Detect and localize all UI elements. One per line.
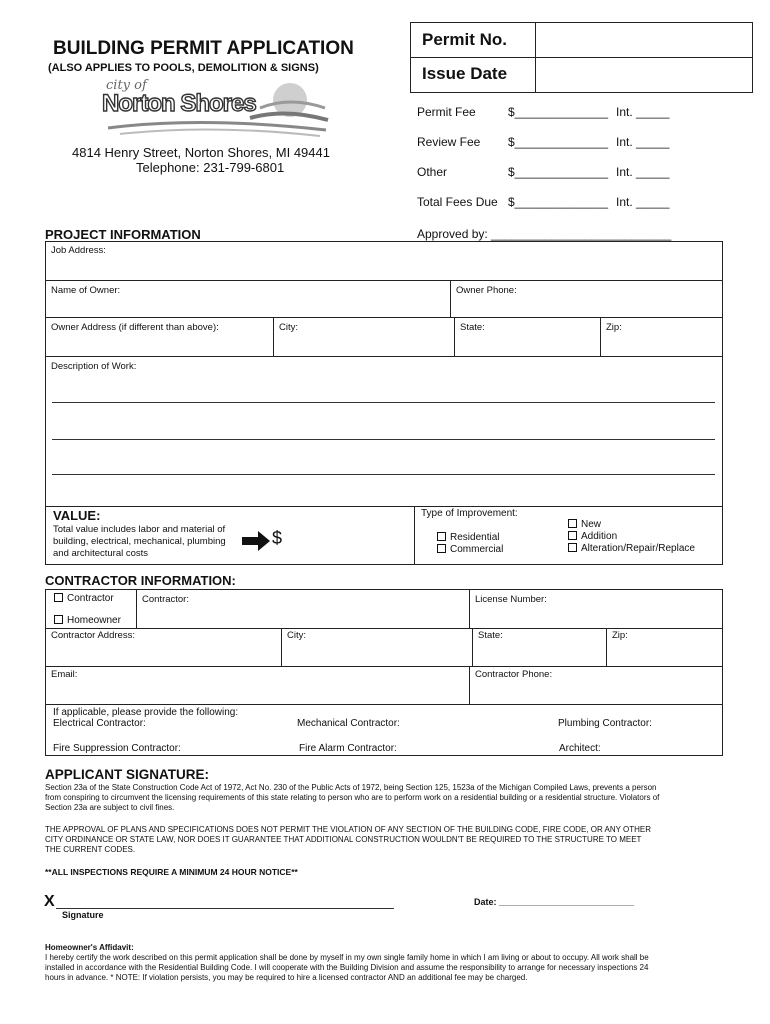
mechanical-contractor-field[interactable]: Mechanical Contractor:: [297, 718, 400, 729]
fee-amount-field[interactable]: $______________: [508, 105, 609, 119]
checkbox-icon: [437, 532, 446, 541]
owner-phone-field[interactable]: [450, 280, 723, 318]
contractor-state-field[interactable]: [472, 628, 607, 667]
approval-line: THE CURRENT CODES.: [45, 845, 136, 854]
checkbox-icon: [54, 615, 63, 624]
fire-alarm-contractor-field[interactable]: Fire Alarm Contractor:: [299, 743, 397, 754]
fee-label: Permit Fee: [417, 105, 476, 119]
license-number-field[interactable]: [469, 589, 723, 629]
value-note-2: building, electrical, mechanical, plumbing: [53, 536, 226, 547]
description-of-work-field[interactable]: [45, 356, 723, 507]
value-heading: VALUE:: [53, 508, 101, 523]
fee-label: Other: [417, 165, 448, 179]
contractor-phone-label: Contractor Phone:: [475, 669, 553, 680]
owner-address-label: Owner Address (if different than above):: [51, 322, 219, 333]
fee-amount-field[interactable]: $______________: [508, 135, 609, 149]
contractor-name-label: Contractor:: [142, 594, 189, 605]
signature-label: Signature: [62, 910, 104, 920]
signature-date-field[interactable]: Date: ___________________________: [474, 897, 635, 907]
affidavit-paragraph: [45, 953, 735, 983]
form-subtitle: (ALSO APPLIES TO POOLS, DEMOLITION & SIGNS): [48, 62, 319, 74]
value-dollar-field[interactable]: $: [272, 528, 283, 548]
fee-label: Review Fee: [417, 135, 481, 149]
signature-x-mark: X: [44, 893, 55, 910]
owner-phone-label: Owner Phone:: [456, 285, 517, 296]
homeowner-checkbox[interactable]: [54, 615, 121, 626]
contractor-name-field[interactable]: [136, 589, 470, 629]
owner-name-field[interactable]: [45, 280, 451, 318]
legal-line: Section 23a of the State Construction Code Act of 1972, Act No. 230 of the Public Acts of 1972, being Section 125, 1523a of the Michigan Compiled Laws, prevents a person: [45, 783, 657, 792]
contractor-email-field[interactable]: [45, 666, 470, 705]
value-note-1: Total value includes labor and material of: [53, 524, 226, 535]
fee-label: Total Fees Due: [417, 195, 498, 209]
applicant-signature-heading: APPLICANT SIGNATURE:: [45, 767, 209, 782]
owner-city-field[interactable]: [273, 317, 455, 357]
owner-state-field[interactable]: [454, 317, 601, 357]
owner-zip-field[interactable]: [600, 317, 723, 357]
addition-checkbox[interactable]: [568, 531, 617, 542]
arrow-right-icon: [242, 531, 270, 551]
fee-int-field[interactable]: Int. _____: [616, 135, 670, 149]
issue-date-label: Issue Date: [422, 64, 508, 83]
job-address-field[interactable]: [45, 241, 723, 281]
fee-int-field[interactable]: Int. _____: [616, 105, 670, 119]
logo-name: Norton Shores: [102, 90, 256, 117]
contractor-info-heading: CONTRACTOR INFORMATION:: [45, 573, 236, 588]
description-line: [52, 402, 715, 403]
approval-line: THE APPROVAL OF PLANS AND SPECIFICATIONS DOES NOT PERMIT THE VIOLATION OF ANY SECTION OF THE BUILDING CODE, FIRE CODE, OR ANY OTHER: [45, 825, 652, 834]
new-label: New: [581, 519, 602, 530]
affidavit-line: hours in advance. * NOTE: If violation persists, you may be required to hire a licensed contractor AND an additional fee may be charged.: [45, 973, 528, 982]
contractor-city-field[interactable]: [281, 628, 473, 667]
license-number-label: License Number:: [475, 594, 547, 605]
affidavit-line: installed in accordance with the Residential Building Code. I will cooperate with the Building Division and assume the responsibility to arrange for necessary inspections 24: [45, 963, 649, 972]
alteration-checkbox[interactable]: [568, 543, 695, 554]
form-title: BUILDING PERMIT APPLICATION: [53, 38, 354, 59]
permit-no-field[interactable]: [537, 24, 751, 56]
city-address: 4814 Henry Street, Norton Shores, MI 49441: [72, 145, 330, 160]
contractor-city-label: City:: [287, 630, 306, 641]
checkbox-icon: [437, 544, 446, 553]
affidavit-line: I hereby certify the work described on this permit application shall be done by myself in my own single family home in which I am living or about to occupy. All work shall be: [45, 953, 649, 962]
plumbing-contractor-field[interactable]: Plumbing Contractor:: [558, 718, 652, 729]
owner-city-label: City:: [279, 322, 298, 333]
homeowner-cb-label: Homeowner: [67, 615, 121, 626]
addition-label: Addition: [581, 531, 618, 542]
contractor-address-field[interactable]: [45, 628, 282, 667]
electrical-contractor-field[interactable]: Electrical Contractor:: [53, 718, 146, 729]
fee-amount-field[interactable]: $______________: [508, 165, 609, 179]
contractor-zip-label: Zip:: [612, 630, 628, 641]
job-address-label: Job Address:: [51, 245, 106, 256]
fee-int-field[interactable]: Int. _____: [616, 195, 670, 209]
issue-date-field[interactable]: [537, 59, 751, 91]
permit-no-label: Permit No.: [422, 30, 508, 49]
type-of-improvement-label: Type of Improvement:: [421, 508, 518, 519]
contractor-phone-field[interactable]: [469, 666, 723, 705]
description-label: Description of Work:: [51, 361, 137, 372]
owner-zip-label: Zip:: [606, 322, 622, 333]
contractor-address-label: Contractor Address:: [51, 630, 135, 641]
fire-suppression-contractor-field[interactable]: Fire Suppression Contractor:: [53, 743, 181, 754]
logo-city-of: city of: [106, 78, 147, 93]
contractor-checkbox[interactable]: [54, 593, 114, 604]
checkbox-icon: [568, 531, 577, 540]
legal-line: from conspiring to circumvent the licensing requirements of this state relating to person who are to perform work on a residential building or a residential structure. Violators of: [45, 793, 660, 802]
project-info-heading: PROJECT INFORMATION: [45, 227, 201, 242]
description-line: [52, 474, 715, 475]
owner-state-label: State:: [460, 322, 485, 333]
approved-by-field[interactable]: Approved by: ___________________________: [417, 227, 672, 241]
new-checkbox[interactable]: [568, 519, 601, 530]
contractor-email-label: Email:: [51, 669, 78, 680]
owner-name-label: Name of Owner:: [51, 285, 121, 296]
legal-paragraph: [45, 783, 735, 813]
inspection-notice: **ALL INSPECTIONS REQUIRE A MINIMUM 24 HOUR NOTICE**: [45, 867, 298, 877]
fee-int-field[interactable]: Int. _____: [616, 165, 670, 179]
contractor-state-label: State:: [478, 630, 503, 641]
residential-checkbox[interactable]: [437, 532, 499, 543]
checkbox-icon: [568, 543, 577, 552]
fee-amount-field[interactable]: $______________: [508, 195, 609, 209]
legal-line: Section 23a are subject to civil fines.: [45, 803, 175, 812]
value-note-3: and architectural costs: [53, 548, 149, 559]
signature-field[interactable]: [56, 908, 394, 909]
checkbox-icon: [568, 519, 577, 528]
checkbox-icon: [54, 593, 63, 602]
owner-address-field[interactable]: [45, 317, 274, 357]
alteration-label: Alteration/Repair/Replace: [581, 543, 695, 554]
description-line: [52, 439, 715, 440]
contractor-zip-field[interactable]: [606, 628, 723, 667]
approval-paragraph: [45, 825, 735, 855]
contractor-cb-label: Contractor: [67, 593, 114, 604]
residential-label: Residential: [450, 532, 500, 543]
city-telephone: Telephone: 231-799-6801: [136, 160, 285, 175]
homeowner-affidavit-heading: Homeowner's Affidavit:: [45, 943, 134, 952]
commercial-checkbox[interactable]: [437, 544, 503, 555]
city-logo: [100, 78, 330, 138]
commercial-label: Commercial: [450, 544, 504, 555]
if-applicable-label: If applicable, please provide the following:: [53, 707, 239, 718]
architect-field[interactable]: Architect:: [559, 743, 601, 754]
approval-line: CITY ORDINANCE OR STATE LAW, NOR DOES IT GUARANTEE THAT ADDITIONAL CONSTRUCTION WOULDN'T BE REQUIRED TO THE STRUCTURE TO MEET: [45, 835, 642, 844]
